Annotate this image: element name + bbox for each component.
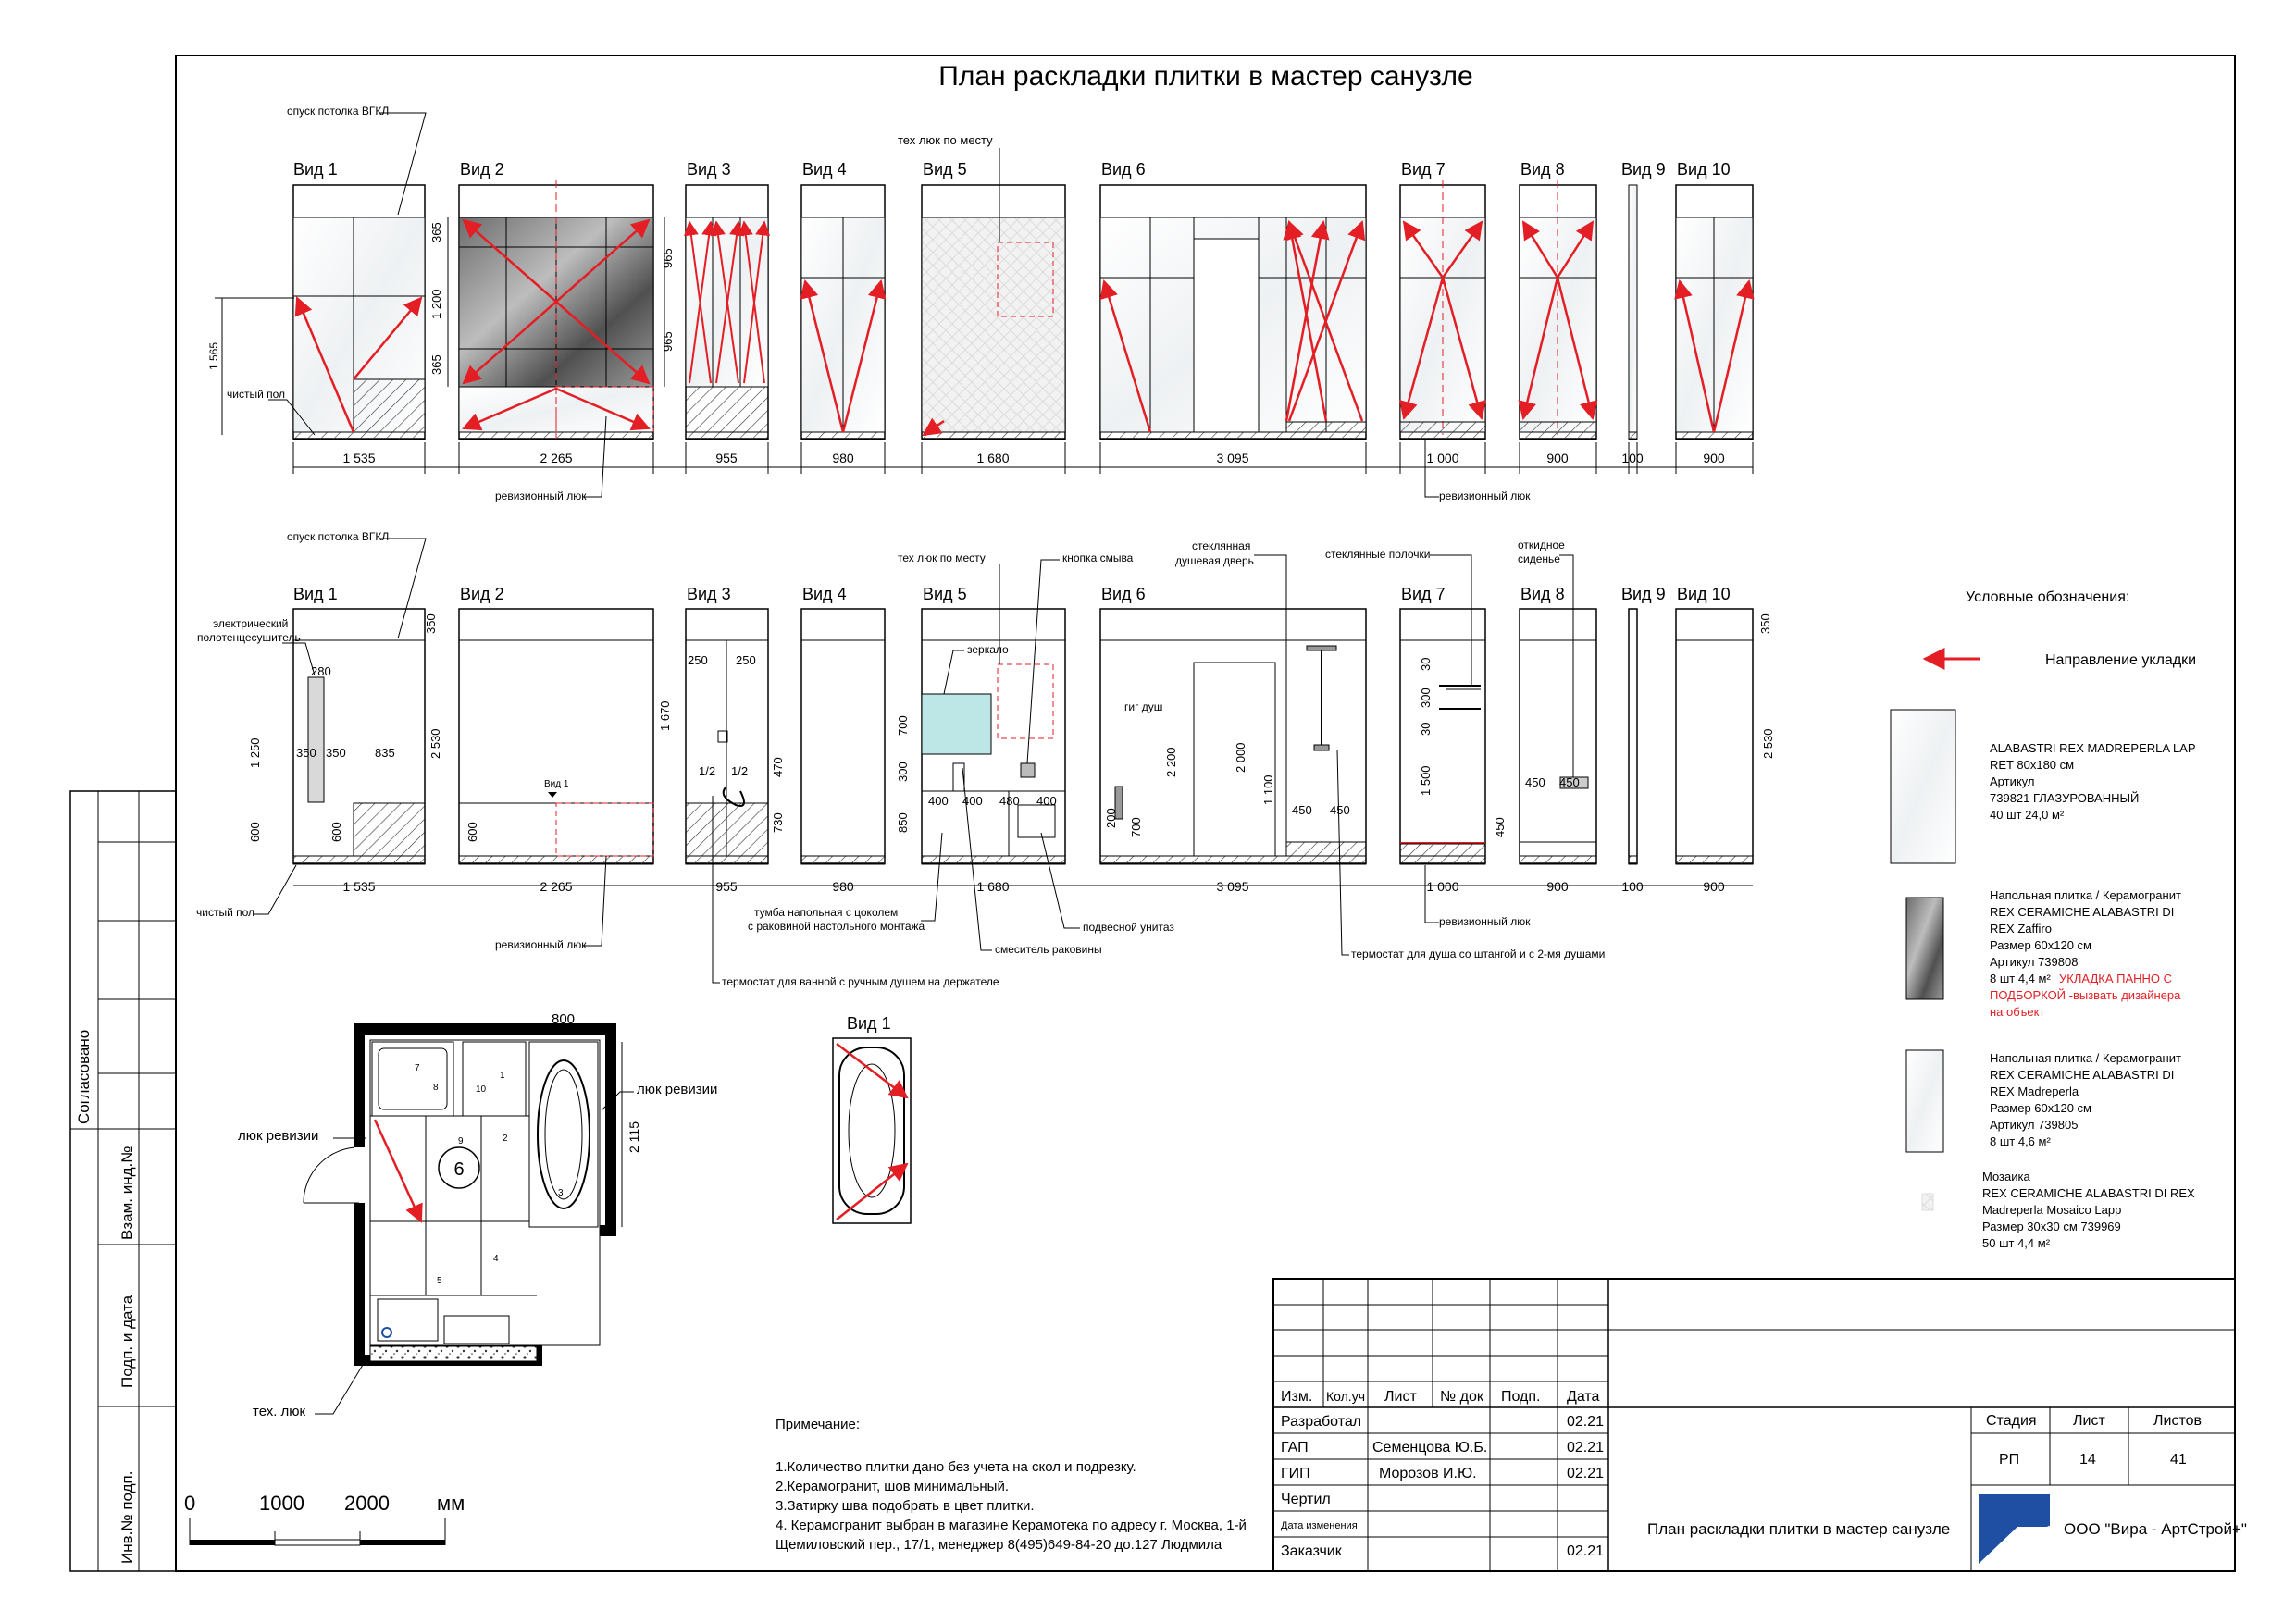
text-label: 1 000 — [1426, 879, 1459, 894]
text-label: откидное — [1518, 539, 1565, 551]
text-label: Артикул — [1990, 774, 2035, 788]
text-label: душевая дверь — [1175, 554, 1254, 567]
text-label: Лист — [1384, 1389, 1417, 1405]
text-label: стеклянная — [1192, 539, 1251, 552]
text-label: 8 шт 4,6 м² — [1990, 1134, 2051, 1148]
text-label: REX Madreperla — [1990, 1084, 2079, 1098]
text-label: Стадия — [1986, 1413, 2037, 1429]
text-label: 900 — [1546, 879, 1569, 894]
view-label: Вид 8 — [1520, 160, 1565, 179]
text-label: Вид 10 — [1677, 585, 1731, 603]
text-label: 300 — [1419, 688, 1433, 708]
text-label: 3 095 — [1216, 879, 1249, 894]
text-label: Артикул 739808 — [1990, 955, 2079, 969]
text-label: 600 — [329, 822, 343, 842]
text-label: 2 — [503, 1134, 508, 1144]
width-label: 100 — [1621, 451, 1644, 465]
dim-label: 965 — [661, 331, 675, 352]
text-label: RET 80х180 см — [1990, 758, 2075, 772]
dim-label: 365 — [429, 222, 443, 242]
text-label: 300 — [896, 762, 910, 782]
text-label: 850 — [896, 812, 910, 833]
text-label: 3.Затирку шва подобрать в цвет плитки. — [776, 1498, 1035, 1514]
text-label: мм — [437, 1492, 465, 1515]
text-label: 10 — [476, 1084, 487, 1095]
text-label: 400 — [962, 794, 983, 808]
text-label: тумба напольная с цоколем — [754, 906, 899, 919]
text-label: 02.21 — [1567, 1414, 1605, 1430]
text-label: ПОДБОРКОЙ -вызвать дизайнера — [1990, 988, 2181, 1002]
dim-label: 965 — [661, 248, 675, 268]
text-label: подвесной унитаз — [1083, 921, 1174, 934]
text-label: 2 265 — [540, 879, 573, 894]
text-label: 980 — [832, 879, 854, 894]
text-label: Вид 7 — [1401, 585, 1446, 603]
text-label: гиг душ — [1124, 700, 1163, 713]
text-label: 1 250 — [248, 737, 262, 768]
scale-bar — [184, 1492, 465, 1545]
text-label: Кол.уч — [1326, 1389, 1365, 1404]
text-label: 600 — [248, 822, 262, 842]
text-label: опуск потолка ВГКЛ — [287, 530, 390, 543]
text-label: с раковиной настольного монтажа — [748, 920, 925, 933]
text-label: Взам. инд.№ — [118, 1146, 136, 1240]
text-label: ревизионный люк — [1439, 489, 1531, 502]
text-label: 450 — [1292, 803, 1312, 817]
text-label: 02.21 — [1567, 1440, 1605, 1456]
text-label: 9 — [458, 1136, 464, 1146]
text-label: Мозаика — [1982, 1170, 2030, 1183]
legend — [1891, 589, 2196, 1250]
top-view-3 — [686, 185, 768, 440]
text-label: 0 — [184, 1492, 196, 1515]
text-label: 1000 — [259, 1492, 304, 1515]
text-label: 1 — [500, 1071, 505, 1081]
text-label: тех люк по месту — [898, 551, 986, 564]
text-label: ГИП — [1281, 1466, 1310, 1481]
text-label: 1.Количество плитки дано без учета на скол и подрезку. — [776, 1459, 1136, 1475]
text-label: Вид 4 — [802, 585, 847, 603]
width-label: 1 535 — [342, 451, 376, 465]
text-label: 4. Керамогранит выбран в магазине Керамотека по адресу г. Москва, 1-й — [776, 1518, 1247, 1533]
text-label: ООО "Вира - АртСтрой+" — [2064, 1520, 2247, 1538]
top-view-9 — [1629, 185, 1637, 440]
text-label: 250 — [736, 653, 756, 667]
page-title: План раскладки плитки в мастер санузле — [938, 61, 1473, 92]
text-label: 450 — [1493, 817, 1507, 837]
bottom-row — [196, 530, 1775, 988]
text-label: 739821 ГЛАЗУРОВАННЫЙ — [1990, 791, 2140, 805]
text-label: Лист — [2073, 1413, 2105, 1429]
text-label: 1/2 — [731, 764, 749, 778]
text-label: Заказчик — [1281, 1543, 1342, 1559]
text-label: тех. люк — [253, 1404, 306, 1419]
side-stamp — [70, 791, 176, 1571]
text-label: 5 — [437, 1276, 442, 1286]
text-label: 1 500 — [1419, 765, 1433, 796]
text-label: 1 535 — [342, 879, 376, 894]
text-label: ревизионный люк — [495, 489, 587, 502]
text-label: Разработал — [1281, 1414, 1362, 1430]
view-label: Вид 2 — [460, 160, 504, 179]
text-label: Дата — [1567, 1389, 1600, 1405]
width-label: 1 680 — [976, 451, 1010, 465]
top-row — [207, 105, 1753, 502]
view-label: Вид 6 — [1101, 160, 1146, 179]
text-label: Размер 60x120 см — [1990, 1101, 2091, 1115]
text-label: ALABASTRI REX MADREPERLA LAP — [1990, 741, 2196, 755]
top-view-2 — [429, 180, 675, 440]
text-label: полотенцесушитель — [197, 631, 301, 644]
text-label: кнопка смыва — [1062, 551, 1134, 564]
width-label: 900 — [1703, 451, 1725, 465]
text-label: 2 530 — [428, 728, 442, 759]
text-label: 30 — [1419, 657, 1433, 671]
text-label: Щемиловский пер., 17/1, менеджер 8(495)649-84-20 до.127 Людмила — [776, 1537, 1222, 1553]
title-block — [1273, 1279, 2247, 1571]
text-label: 900 — [1703, 879, 1725, 894]
text-label: Размер 60x120 см — [1990, 938, 2091, 952]
text-label: люк ревизии — [238, 1128, 319, 1144]
text-label: Вид 5 — [923, 585, 967, 603]
floor-plan — [238, 1011, 911, 1419]
text-label: 4 — [493, 1254, 499, 1264]
text-label: Подп. и дата — [118, 1295, 136, 1388]
text-label: 2 115 — [627, 1121, 641, 1153]
text-label: REX CERAMICHE ALABASTRI DI REX — [1982, 1186, 2195, 1200]
text-label: Семенцова Ю.Б. — [1372, 1440, 1488, 1456]
text-label: 700 — [896, 715, 910, 736]
text-label: 1/2 — [699, 764, 716, 778]
text-label: Вид 3 — [687, 585, 731, 603]
text-label: 450 — [1559, 775, 1580, 789]
text-label: Вид 2 — [460, 585, 504, 603]
text-label: Артикул 739805 — [1990, 1118, 2079, 1132]
text-label: 2000 — [344, 1492, 390, 1515]
top-view-1 — [293, 185, 425, 440]
text-label: 2 530 — [1761, 728, 1775, 759]
view-label: Вид 3 — [687, 160, 731, 179]
text-label: 450 — [1330, 803, 1350, 817]
text-label: Направление укладки — [2045, 652, 2197, 668]
text-label: Вид 9 — [1621, 585, 1666, 603]
notes — [776, 1417, 1247, 1553]
text-label: Инв.№ подп. — [118, 1470, 136, 1564]
view-label: Вид 4 — [802, 160, 847, 179]
text-label: чистый пол — [227, 388, 286, 401]
text-label: 1 680 — [976, 879, 1010, 894]
text-label: REX CERAMICHE ALABASTRI DI — [1990, 905, 2175, 919]
text-label: План раскладки плитки в мастер санузле — [1647, 1520, 1951, 1538]
width-label: 955 — [715, 451, 738, 465]
width-label: 3 095 — [1216, 451, 1249, 465]
text-label: Примечание: — [776, 1417, 860, 1432]
text-label: Размер 30х30 см 739969 — [1982, 1220, 2121, 1233]
text-label: Напольная плитка / Керамогранит — [1990, 1051, 2181, 1065]
text-label: Изм. — [1281, 1389, 1313, 1405]
text-label: Madreperla Mosaico Lapp — [1982, 1203, 2122, 1217]
text-label: REX Zaffiro — [1990, 922, 2052, 935]
text-label: 730 — [771, 812, 785, 833]
text-label: опуск потолка ВГКЛ — [287, 105, 390, 118]
text-label: термостат для ванной с ручным душем на держателе — [722, 975, 999, 988]
text-label: 2 200 — [1164, 747, 1178, 777]
text-label: 1 100 — [1261, 774, 1275, 805]
text-label: 02.21 — [1567, 1543, 1605, 1559]
text-label: ГАП — [1281, 1440, 1309, 1456]
text-label: ревизионный люк — [1439, 915, 1531, 928]
text-label: чистый пол — [196, 906, 255, 919]
text-label: 350 — [424, 613, 438, 634]
text-label: РП — [1999, 1452, 2020, 1468]
text-label: 2 000 — [1234, 742, 1247, 773]
text-label: 955 — [715, 879, 738, 894]
top-view-7 — [1400, 180, 1485, 440]
text-label: 40 шт 24,0 м² — [1990, 808, 2065, 822]
text-label: 41 — [2170, 1452, 2187, 1468]
text-label: Условные обозначения: — [1966, 589, 2130, 605]
text-label: 400 — [1036, 794, 1057, 808]
text-label: 280 — [311, 664, 331, 678]
text-label: Подп. — [1501, 1389, 1541, 1405]
text-label: 400 — [928, 794, 949, 808]
view-label: Вид 5 — [923, 160, 967, 179]
text-label: термостат для душа со штангой и с 2-мя душами — [1351, 948, 1606, 960]
text-label: Морозов И.Ю. — [1379, 1466, 1477, 1481]
text-label: Вид 1 — [544, 779, 569, 789]
text-label: 450 — [1525, 775, 1545, 789]
dim-label: 365 — [429, 354, 443, 375]
text-label: REX CERAMICHE ALABASTRI DI — [1990, 1068, 2175, 1082]
text-label: УКЛАДКА ПАННО С — [2059, 972, 2173, 985]
text-label: 350 — [296, 746, 316, 760]
text-label: 14 — [2079, 1452, 2096, 1468]
top-view-10 — [1676, 185, 1753, 440]
text-label: зеркало — [967, 643, 1009, 656]
width-label: 980 — [832, 451, 854, 465]
text-label: смеситель раковины — [995, 943, 1102, 956]
text-label: 1 670 — [658, 700, 672, 731]
text-label: № док — [1440, 1389, 1483, 1405]
text-label: 470 — [771, 757, 785, 777]
text-label: люк ревизии — [637, 1082, 718, 1097]
text-label: 250 — [688, 653, 708, 667]
width-label: 1 000 — [1426, 451, 1459, 465]
view-label: Вид 9 — [1621, 160, 1666, 179]
text-label: 600 — [465, 822, 479, 842]
text-label: 200 — [1104, 808, 1118, 828]
text-label: ревизионный люк — [495, 938, 587, 951]
text-label: Чертил — [1281, 1492, 1331, 1507]
text-label: 30 — [1419, 722, 1433, 736]
note-label: тех люк по месту — [898, 133, 993, 147]
text-label: 3 — [558, 1188, 564, 1198]
text-label: 2.Керамогранит, шов минимальный. — [776, 1479, 1009, 1494]
text-label: 8 шт 4,4 м² — [1990, 972, 2051, 985]
top-view-4 — [801, 185, 885, 440]
width-label: 2 265 — [540, 451, 573, 465]
text-label: Вид 1 — [293, 585, 338, 603]
text-label: Согласовано — [75, 1029, 93, 1124]
text-label: стеклянные полочки — [1325, 548, 1431, 561]
text-label: 100 — [1621, 879, 1644, 894]
text-label: Вид 1 — [847, 1014, 891, 1033]
text-label: 350 — [326, 746, 346, 760]
text-label: 700 — [1129, 817, 1143, 837]
text-label: Дата изменения — [1281, 1520, 1358, 1531]
text-label: электрический — [213, 617, 289, 630]
text-label: 800 — [552, 1011, 576, 1027]
width-label: 900 — [1546, 451, 1569, 465]
plan-marker: 6 — [453, 1159, 465, 1180]
view-label: Вид 10 — [1677, 160, 1731, 179]
view-label: Вид 1 — [293, 160, 338, 179]
text-label: на объект — [1990, 1005, 2045, 1019]
text-label: сиденье — [1518, 552, 1560, 565]
text-label: Листов — [2153, 1413, 2202, 1429]
text-label: 02.21 — [1567, 1466, 1605, 1481]
text-label: 8 — [433, 1083, 439, 1093]
text-label: Вид 8 — [1520, 585, 1565, 603]
dim-label: 1 200 — [429, 289, 443, 319]
text-label: 480 — [999, 794, 1020, 808]
top-view-5 — [898, 133, 1065, 440]
text-label: 350 — [1758, 613, 1772, 634]
text-label: 50 шт 4,4 м² — [1982, 1236, 2051, 1250]
text-label: 1 565 — [207, 341, 220, 370]
top-view-6 — [1100, 185, 1366, 440]
text-label: Вид 6 — [1101, 585, 1146, 603]
view-label: Вид 7 — [1401, 160, 1446, 179]
text-label: Напольная плитка / Керамогранит — [1990, 888, 2181, 902]
text-label: 835 — [375, 746, 395, 760]
top-view-8 — [1520, 180, 1596, 440]
company-logo — [1979, 1494, 2050, 1564]
text-label: 7 — [415, 1063, 420, 1073]
